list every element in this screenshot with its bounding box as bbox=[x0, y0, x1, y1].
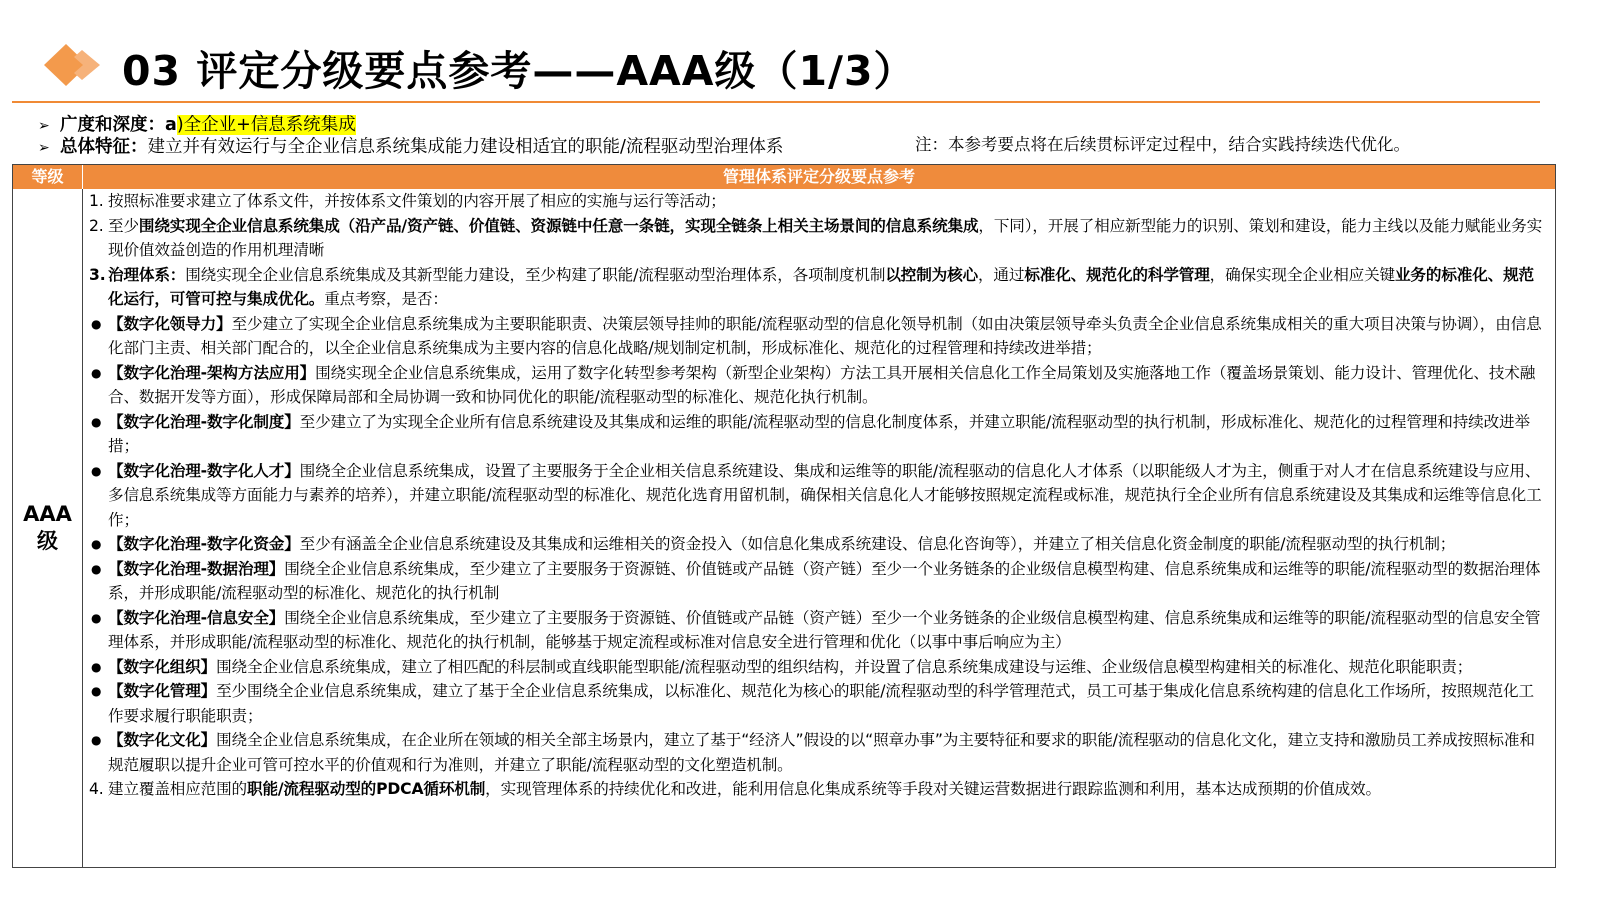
feature-value: 建立并有效运行与全企业信息系统集成能力建设相适宜的职能/流程驱动型治理体系 bbox=[147, 137, 784, 157]
feature-line bbox=[38, 136, 783, 159]
page-title: 03 评定分级要点参考——AAA级（1/3） bbox=[122, 47, 916, 95]
bullet-icon: ● bbox=[91, 365, 102, 380]
criteria-table bbox=[12, 164, 1556, 868]
list-item: 4. 建立覆盖相应范围的职能/流程驱动型的PDCA循环机制，实现管理体系的持续优化和改进，能利用信息化集成系统等手段对关键运营数据进行跟踪监测和利用，基本达成预期的价值成效。 bbox=[89, 780, 1381, 798]
list-item: ● 【数字化治理-数字化人才】围绕全企业信息系统集成，设置了主要服务于全企业相关信息系统建设、集成和运维等的职能/流程驱动的信息化人才体系（以职能级人才为主，侧重于对人才在信息系统建设与应用、多信息系统集成等方面能力与素养的培养），并建立职能/流程驱动型的标准化、规范化选育用留机制，确保相关信息化人才能够按照规定流程或标准，规范执行全企业所有信息系统建设及其集成和运维等信息化工作； bbox=[87, 459, 1549, 533]
list-item: ● 【数字化领导力】至少建立了实现全企业信息系统集成为主要职能职责、决策层领导挂帅的职能/流程驱动型的信息化领导机制（如由决策层领导牵头负责全企业信息系统集成相关的重大项目决策与协调），由信息化部门主责、相关部门配合的，以全企业信息系统集成为主要内容的信息化战略/规划制定机制，形成标准化、规范化的过程管理和持续改进举措； bbox=[87, 312, 1549, 361]
header-level: 等级 bbox=[13, 165, 83, 189]
bullet-icon: ● bbox=[91, 684, 102, 698]
list-item: ● 【数字化组织】围绕全企业信息系统集成，建立了相匹配的科层制或直线职能型职能/流程驱动型的组织结构，并设置了信息系统集成建设与运维、企业级信息模型构建相关的标准化、规范化职能职责； bbox=[87, 655, 1549, 680]
list-item: ● 【数字化治理-信息安全】围绕全企业信息系统集成，至少建立了主要服务于资源链、价值链或产品链（资产链）至少一个业务链条的企业级信息模型构建、信息系统集成和运维等的职能/流程驱动型的信息安全管理体系，并形成职能/流程驱动型的标准化、规范化的执行机制，能够基于规定流程或标准对信息安全进行管理和优化（以事中事后响应为主） bbox=[87, 606, 1549, 655]
feature-label: 总体特征： bbox=[60, 137, 148, 157]
bullet-icon: ● bbox=[91, 659, 102, 674]
diamond-logo-icon bbox=[44, 42, 104, 88]
header-criteria: 管理体系评定分级要点参考 bbox=[722, 167, 915, 186]
list-item: 3. 治理体系：围绕实现全企业信息系统集成及其新型能力建设，至少构建了职能/流程驱动型治理体系，各项制度机制以控制为核心，通过标准化、规范化的科学管理，确保实现全企业相应关键业务的标准化、规范化运行，可管可控与集成优化。重点考察，是否： bbox=[89, 265, 1534, 308]
bullet-icon: ● bbox=[91, 610, 102, 625]
list-item: ● 【数字化文化】围绕全企业信息系统集成，在企业所在领域的相关全部主场景内，建立了基于“经济人”假设的以“照章办事”为主要特征和要求的职能/流程驱动的信息化文化，建立支持和激励员工养成按照标准和规范履职以提升企业可管可控水平的价值观和行为准则，并建立了职能/流程驱动型的文化塑造机制。 bbox=[87, 728, 1549, 777]
criteria-content bbox=[83, 189, 1555, 867]
list-item: ● 【数字化治理-数字化制度】至少建立了为实现全企业所有信息系统建设及其集成和运维的职能/流程驱动型的信息化制度体系，并建立职能/流程驱动型的执行机制，形成标准化、规范化的过程管理和持续改进举措； bbox=[87, 410, 1549, 459]
level-suffix: 级 bbox=[37, 529, 58, 553]
list-item: ● 【数字化治理-数据治理】围绕全企业信息系统集成，至少建立了主要服务于资源链、价值链或产品链（资产链）至少一个业务链条的企业级信息模型构建、信息系统集成和运维等的职能/流程驱动型的数据治理体系，并形成职能/流程驱动型的标准化、规范化的执行机制 bbox=[87, 557, 1549, 606]
table-header bbox=[13, 165, 1555, 189]
bullet-icon: ● bbox=[91, 316, 102, 331]
bullet-icon: ● bbox=[91, 561, 102, 576]
scope-label: 广度和深度： bbox=[60, 115, 165, 135]
scope-line bbox=[38, 114, 356, 137]
scope-prefix: a bbox=[165, 115, 177, 135]
bullet-icon: ● bbox=[91, 733, 102, 747]
list-item: 2. 至少围绕实现全企业信息系统集成（沿产品/资产链、价值链、资源链中任意一条链，实现全链条上相关主场景间的信息系统集成，下同），开展了相应新型能力的识别、策划和建设，能力主线以及能力赋能业务实现价值效益创造的作用机理清晰 bbox=[89, 216, 1543, 259]
level-name: AAA bbox=[23, 502, 72, 526]
title-divider bbox=[12, 101, 1540, 103]
list-item: 1. 按照标准要求建立了体系文件，并按体系文件策划的内容开展了相应的实施与运行等活动； bbox=[89, 192, 726, 210]
note-text: 注：本参考要点将在后续贯标评定过程中，结合实践持续迭代优化。 bbox=[915, 135, 1410, 154]
list-item: ● 【数字化管理】至少围绕全企业信息系统集成，建立了基于全企业信息系统集成，以标准化、规范化为核心的职能/流程驱动型的科学管理范式，员工可基于集成化信息系统构建的信息化工作场所，按照规范化工作要求履行职能职责； bbox=[87, 679, 1549, 728]
level-cell bbox=[13, 189, 83, 867]
bullet-icon: ● bbox=[91, 463, 102, 478]
bullet-icon: ● bbox=[91, 537, 102, 551]
list-item: ● 【数字化治理-数字化资金】至少有涵盖全企业信息系统建设及其集成和运维相关的资金投入（如信息化集成系统建设、信息化咨询等），并建立了相关信息化资金制度的职能/流程驱动型的执行机制； bbox=[87, 532, 1549, 557]
list-item: ● 【数字化治理-架构方法应用】围绕实现全企业信息系统集成，运用了数字化转型参考架构（新型企业架构）方法工具开展相关信息化工作全局策划及实施落地工作（覆盖场景策划、能力设计、管理优化、技术融合、数据开发等方面），形成保障局部和全局协调一致和协同优化的职能/流程驱动型的标准化、规范化执行机制。 bbox=[87, 361, 1549, 410]
bullet-icon: ● bbox=[91, 414, 102, 429]
title-bar bbox=[0, 0, 1600, 104]
arrow-bullet-icon: ➢ bbox=[38, 140, 50, 156]
arrow-bullet-icon: ➢ bbox=[38, 118, 50, 134]
scope-value: )全企业+信息系统集成 bbox=[176, 115, 356, 135]
